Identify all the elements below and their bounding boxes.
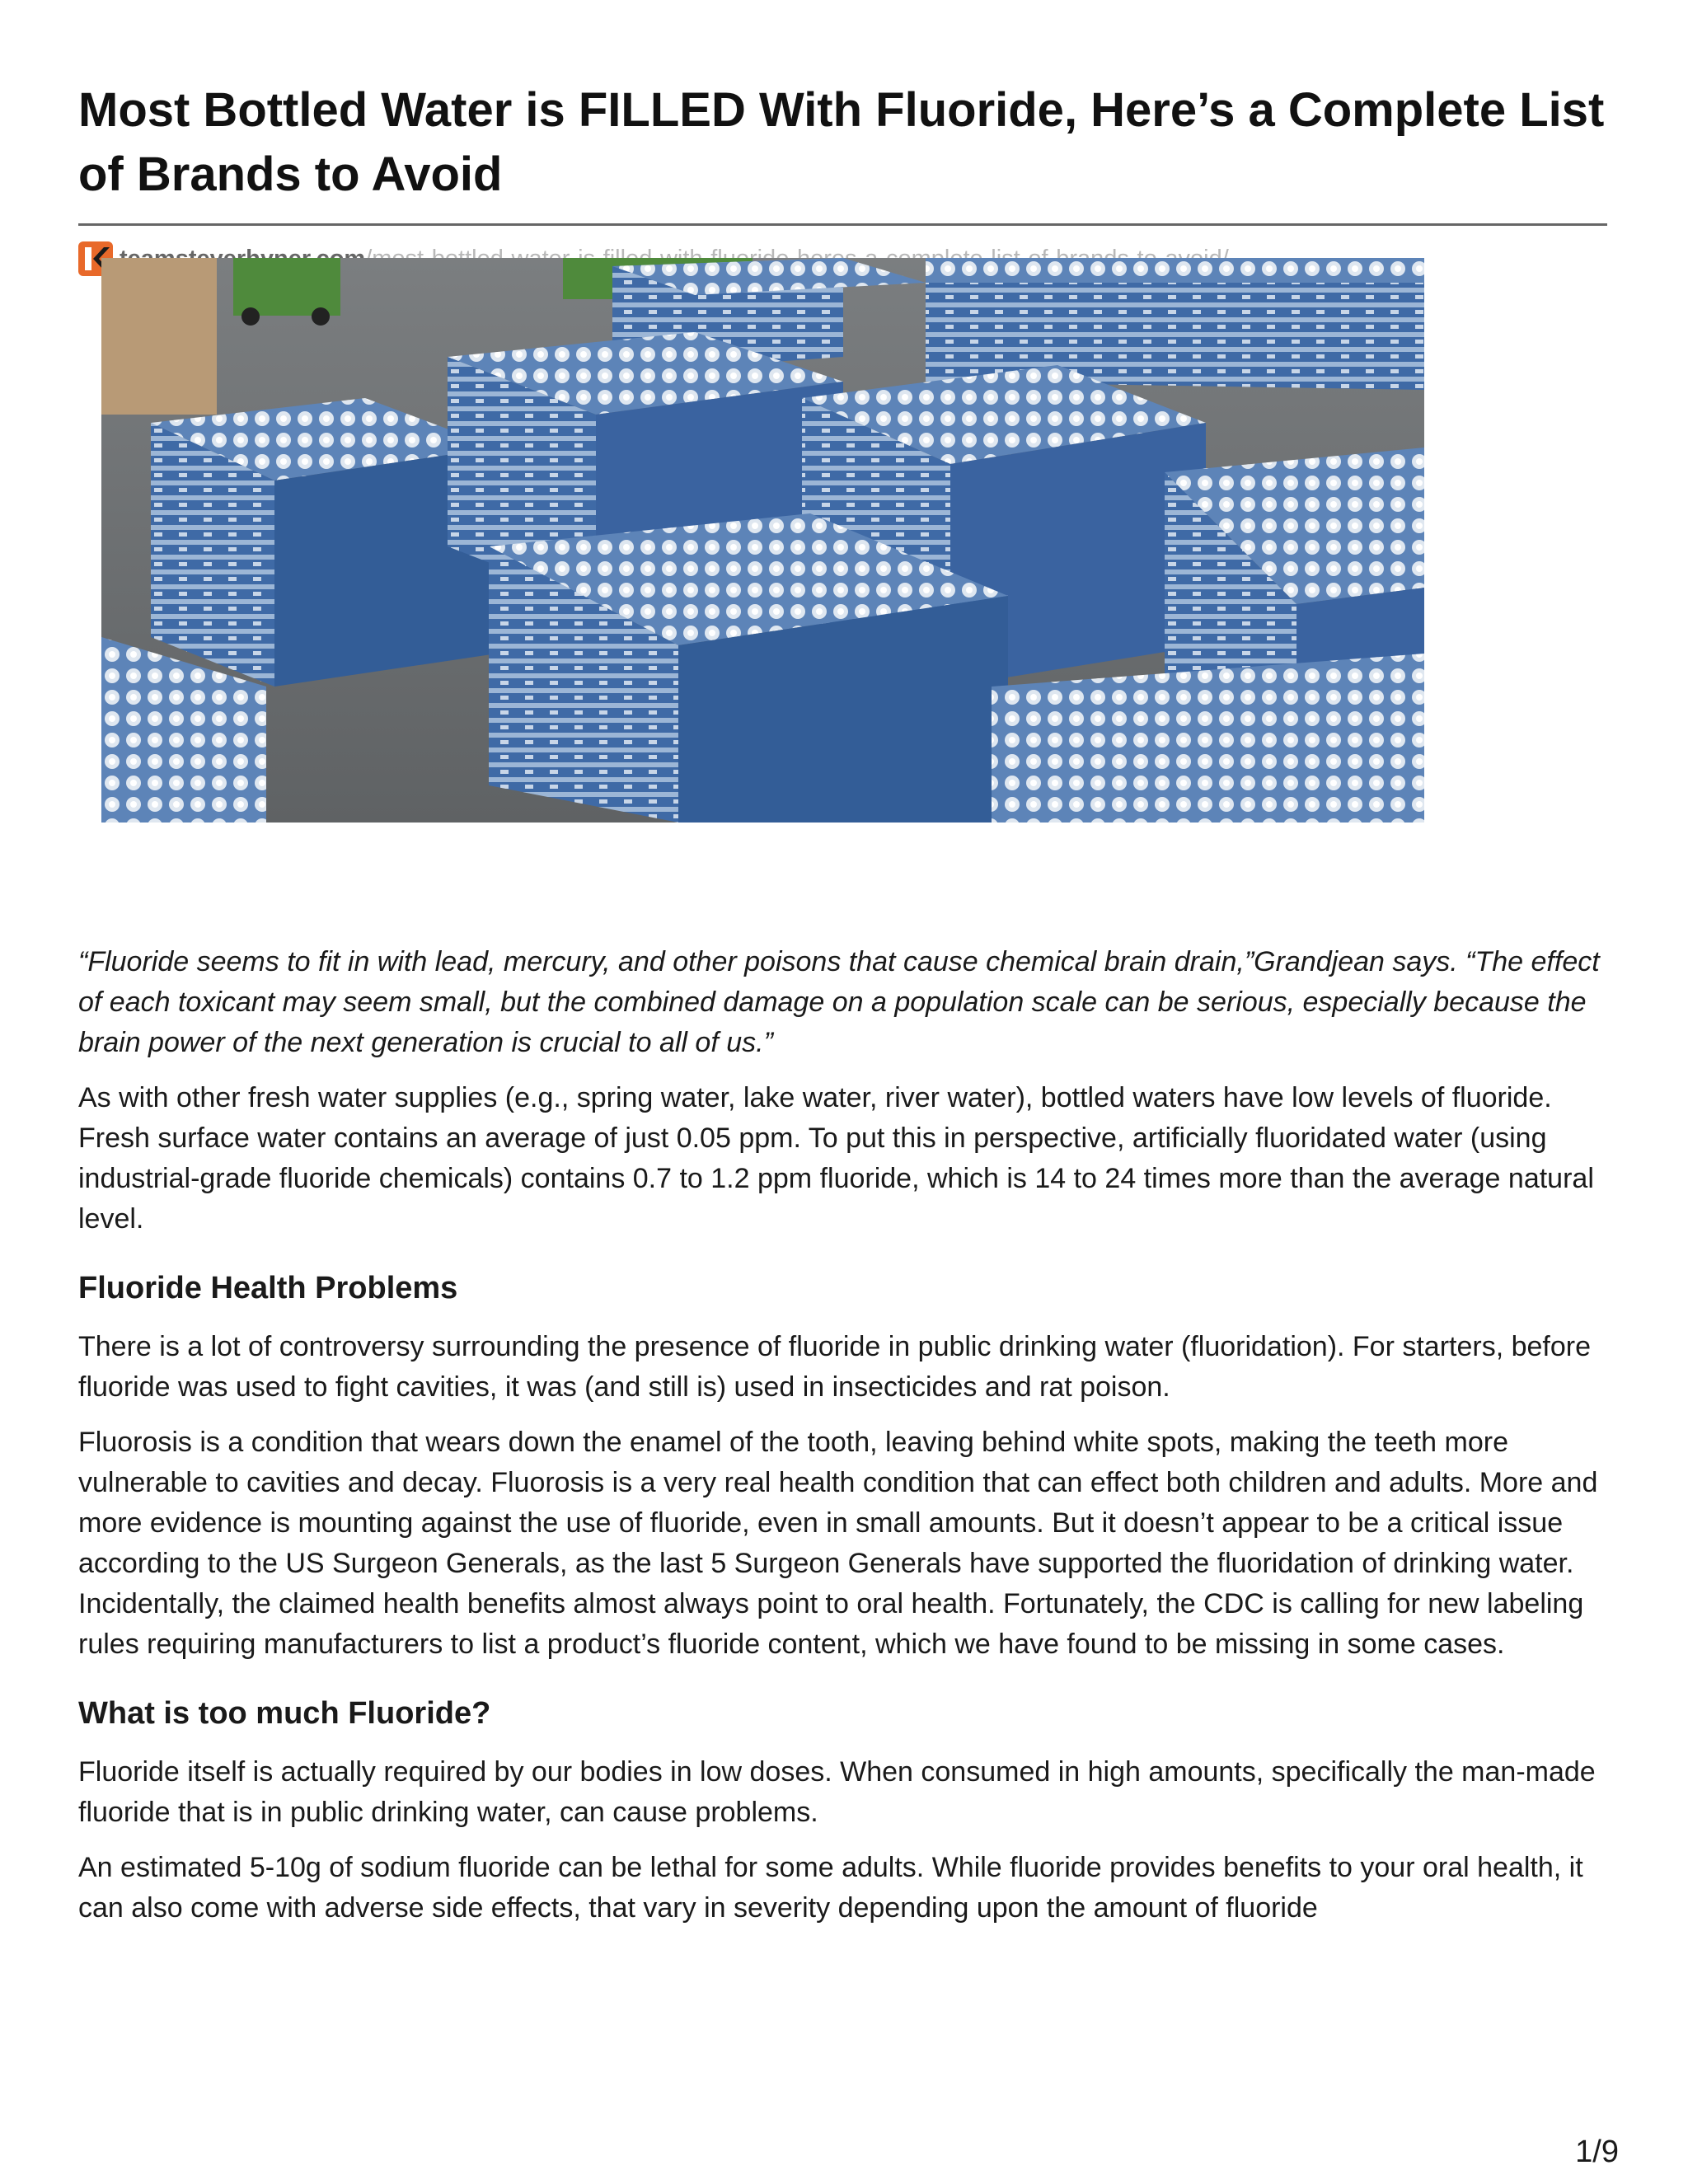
- hero-image: [101, 258, 1424, 823]
- paragraph-controversy: There is a lot of controversy surrounding the presence of fluoride in public drinking water (fluoridation). For starters, before fluoride was used to fight cavities, it was (and still is) used in insecticides and rat poison.: [78, 1331, 1592, 1403]
- article-header: [78, 78, 1607, 277]
- article-title: Most Bottled Water is FILLED With Fluoride, Here’s a Complete List of Brands to Avoid: [78, 83, 1605, 201]
- page-number: 1/9: [1575, 2135, 1619, 2169]
- article-body: [78, 942, 1607, 1943]
- section-heading-health-problems: Fluoride Health Problems: [78, 1271, 458, 1305]
- paragraph-fluorosis: Fluorosis is a condition that wears down the enamel of the tooth, leaving behind white spots, making the teeth more vulnerable to cavities and decay. Fluorosis is a very real health condition that can effect both children and adults. More and more evidence is mounting against the use of fluoride, even in small amounts. But it doesn’t appear to be a critical issue according to the US Surgeon Generals, as the last 5 Surgeon Generals have supported the fluoridation of drinking water. Incidentally, the claimed health benefits almost always point to oral health. Fortunately, the CDC is calling for new labeling rules requiring manufacturers to list a product’s fluoride content, which we have found to be missing in some cases.: [78, 1427, 1598, 1660]
- pallet-middle-left: [151, 398, 497, 687]
- title-divider: [78, 223, 1607, 226]
- paragraph-line: As with other fresh water supplies (e.g., spring water, lake water, river water), bottled waters have low levels of fluoride.: [78, 1082, 1552, 1113]
- paragraph-sodium-fluoride: An estimated 5-10g of sodium fluoride can be lethal for some adults. While fluoride provides benefits to your oral health, it can also come with adverse side effects, that vary in severity depending upon the amount of fluoride: [78, 1852, 1583, 1924]
- paragraph-required-doses: Fluoride itself is actually required by our bodies in low doses. When consumed in high amounts, specifically the man-made fluoride that is in public drinking water, can cause problems.: [78, 1756, 1596, 1828]
- paragraph-fresh-water: [78, 1078, 1607, 1240]
- section-heading-too-much-fluoride: What is too much Fluoride?: [78, 1696, 491, 1731]
- pull-quote: “Fluoride seems to fit in with lead, mercury, and other poisons that cause chemical brain drain,”Grandjean says. “The effect of each toxicant may seem small, but the combined damage on a population scale can be serious, especially because the brain power of the next generation is crucial to all of us.”: [78, 946, 1600, 1058]
- paragraph-line: Fresh surface water contains an average of just 0.05 ppm. To put this in perspective, artificially fluoridated water (using industrial-grade fluoride chemicals) contains 0.7 to 1.2 ppm fluoride, which is 14 to 24 times more than the average natural level.: [78, 1122, 1594, 1235]
